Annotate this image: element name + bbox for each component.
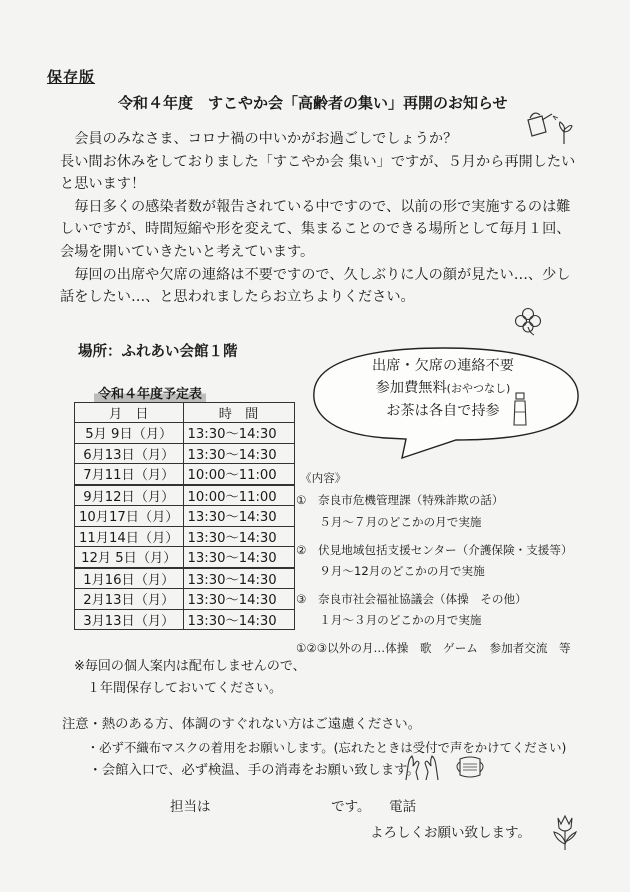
hands-icon: [402, 752, 442, 782]
time-cell: 13:30～14:30: [183, 547, 294, 568]
table-row: [75, 609, 295, 630]
table-row: [75, 568, 295, 589]
caution-line: ・会館入口で、必ず検温、手の消毒をお願い致します。: [62, 763, 420, 778]
fee-note: (おやつなし): [446, 382, 511, 395]
schedule-note: [74, 656, 306, 700]
caution-line: 注意・熱のある方、体調のすぐれない方はご遠慮ください。: [62, 717, 422, 732]
content-item-title: ③ 奈良市社会福祉協議会（体操 その他）: [296, 592, 527, 606]
mask-icon: [452, 754, 488, 780]
table-row: [75, 547, 295, 568]
content-item-title: ① 奈良市危機管理課（特殊詐欺の話）: [296, 493, 504, 507]
page-title: 令和４年度 すこやか会「高齢者の集い」再開のお知らせ: [118, 94, 508, 112]
table-row: [75, 423, 295, 444]
date-cell: 10月17日（月）: [75, 506, 184, 527]
bubble-line: お茶は各自で持参: [386, 403, 500, 419]
time-cell: 10:00～11:00: [183, 485, 294, 506]
column-header-date: 月 日: [75, 403, 184, 423]
contact-line: [170, 795, 416, 815]
caution-text: [62, 713, 566, 782]
date-cell: 12月 5日（月）: [75, 547, 184, 568]
keep-label: 保存版: [47, 68, 96, 86]
closing-text: よろしくお願い致します。: [370, 825, 531, 841]
content-item-detail: ９月～12月のどこかの月で実施: [296, 564, 485, 578]
bubble-text: [318, 355, 568, 422]
venue-label: 場所：ふれあい会館１階: [78, 344, 238, 360]
clover-icon: [512, 305, 544, 337]
note-line: １年間保存しておいてください。: [74, 681, 283, 696]
intro-line: 会場を開いていきたいと考えています。: [60, 243, 315, 260]
schedule-table: [74, 402, 295, 630]
contact-tel-label: 電話: [389, 799, 417, 815]
intro-line: 毎日多くの感染者数が報告されている中ですので、以前の形で実施するのは難: [60, 198, 571, 215]
date-cell: 5月 9日（月）: [75, 423, 184, 444]
table-row: [75, 464, 295, 485]
time-cell: 13:30～14:30: [183, 609, 294, 630]
content-item-detail: １月～３月のどこかの月で実施: [296, 613, 482, 627]
table-header: [75, 403, 295, 423]
intro-line: 毎回の出席や欠席の連絡は不要ですので、久しぶりに人の顔が見たい…、少し: [60, 266, 571, 283]
date-cell: 11月14日（月）: [75, 526, 184, 547]
bubble-line: [318, 377, 568, 400]
bottle-icon: [512, 392, 528, 426]
time-cell: 13:30～14:30: [183, 423, 294, 444]
contact-desu: です。: [331, 799, 371, 815]
caution-line: ・必ず不織布マスクの着用をお願いします。(忘れたときは受付で声をかけてください): [62, 740, 567, 755]
date-cell: 2月13日（月）: [75, 589, 184, 610]
intro-line: と思います！: [60, 176, 146, 193]
content-item-title: ② 伏見地域包括支援センター（介護保険・支援等）: [296, 543, 573, 557]
column-header-time: 時 間: [183, 403, 294, 423]
table-row: [75, 485, 295, 506]
time-cell: 13:30～14:30: [183, 568, 294, 589]
date-cell: 6月13日（月）: [75, 443, 184, 464]
intro-line: 長い間お休みをしておりました「すこやか会 集い」ですが、５月から再開したい: [60, 153, 576, 170]
fee-text: 参加費無料: [375, 380, 447, 396]
time-cell: 10:00～11:00: [183, 464, 294, 485]
table-row: [75, 589, 295, 610]
date-cell: 3月13日（月）: [75, 609, 184, 630]
table-row: [75, 506, 295, 527]
time-cell: 13:30～14:30: [183, 526, 294, 547]
table-row: [75, 526, 295, 547]
time-cell: 13:30～14:30: [183, 506, 294, 527]
content-item-detail: ５月～７月のどこかの月で実施: [296, 515, 482, 529]
date-cell: 7月11日（月）: [75, 464, 184, 485]
content-other: ①②③以外の月…体操 歌 ゲーム 参加者交流 等: [296, 641, 571, 655]
date-cell: 1月16日（月）: [75, 568, 184, 589]
note-line: ※毎回の個人案内は配布しませんので、: [74, 659, 306, 674]
content-header: 《内容》: [300, 471, 347, 485]
time-cell: 13:30～14:30: [183, 589, 294, 610]
intro-line: 会員のみなさま、コロナ禍の中いかがお過ごしでしょうか？: [60, 131, 458, 147]
intro-text: [60, 128, 600, 309]
watering-can-icon: [520, 106, 576, 146]
intro-line: しいですが、時間短縮や形を変えて、集まることのできる場所として毎月１回、: [60, 221, 571, 238]
date-cell: 9月12日（月）: [75, 485, 184, 506]
bubble-line: 出席・欠席の連絡不要: [372, 358, 514, 374]
contact-label: 担当は: [170, 799, 211, 815]
intro-line: 話をしたい…、と思われましたらお立ちよりください。: [60, 289, 415, 306]
time-cell: 13:30～14:30: [183, 443, 294, 464]
tulip-icon: [548, 812, 582, 852]
table-row: [75, 443, 295, 464]
schedule-title: 令和４年度予定表: [94, 383, 206, 402]
